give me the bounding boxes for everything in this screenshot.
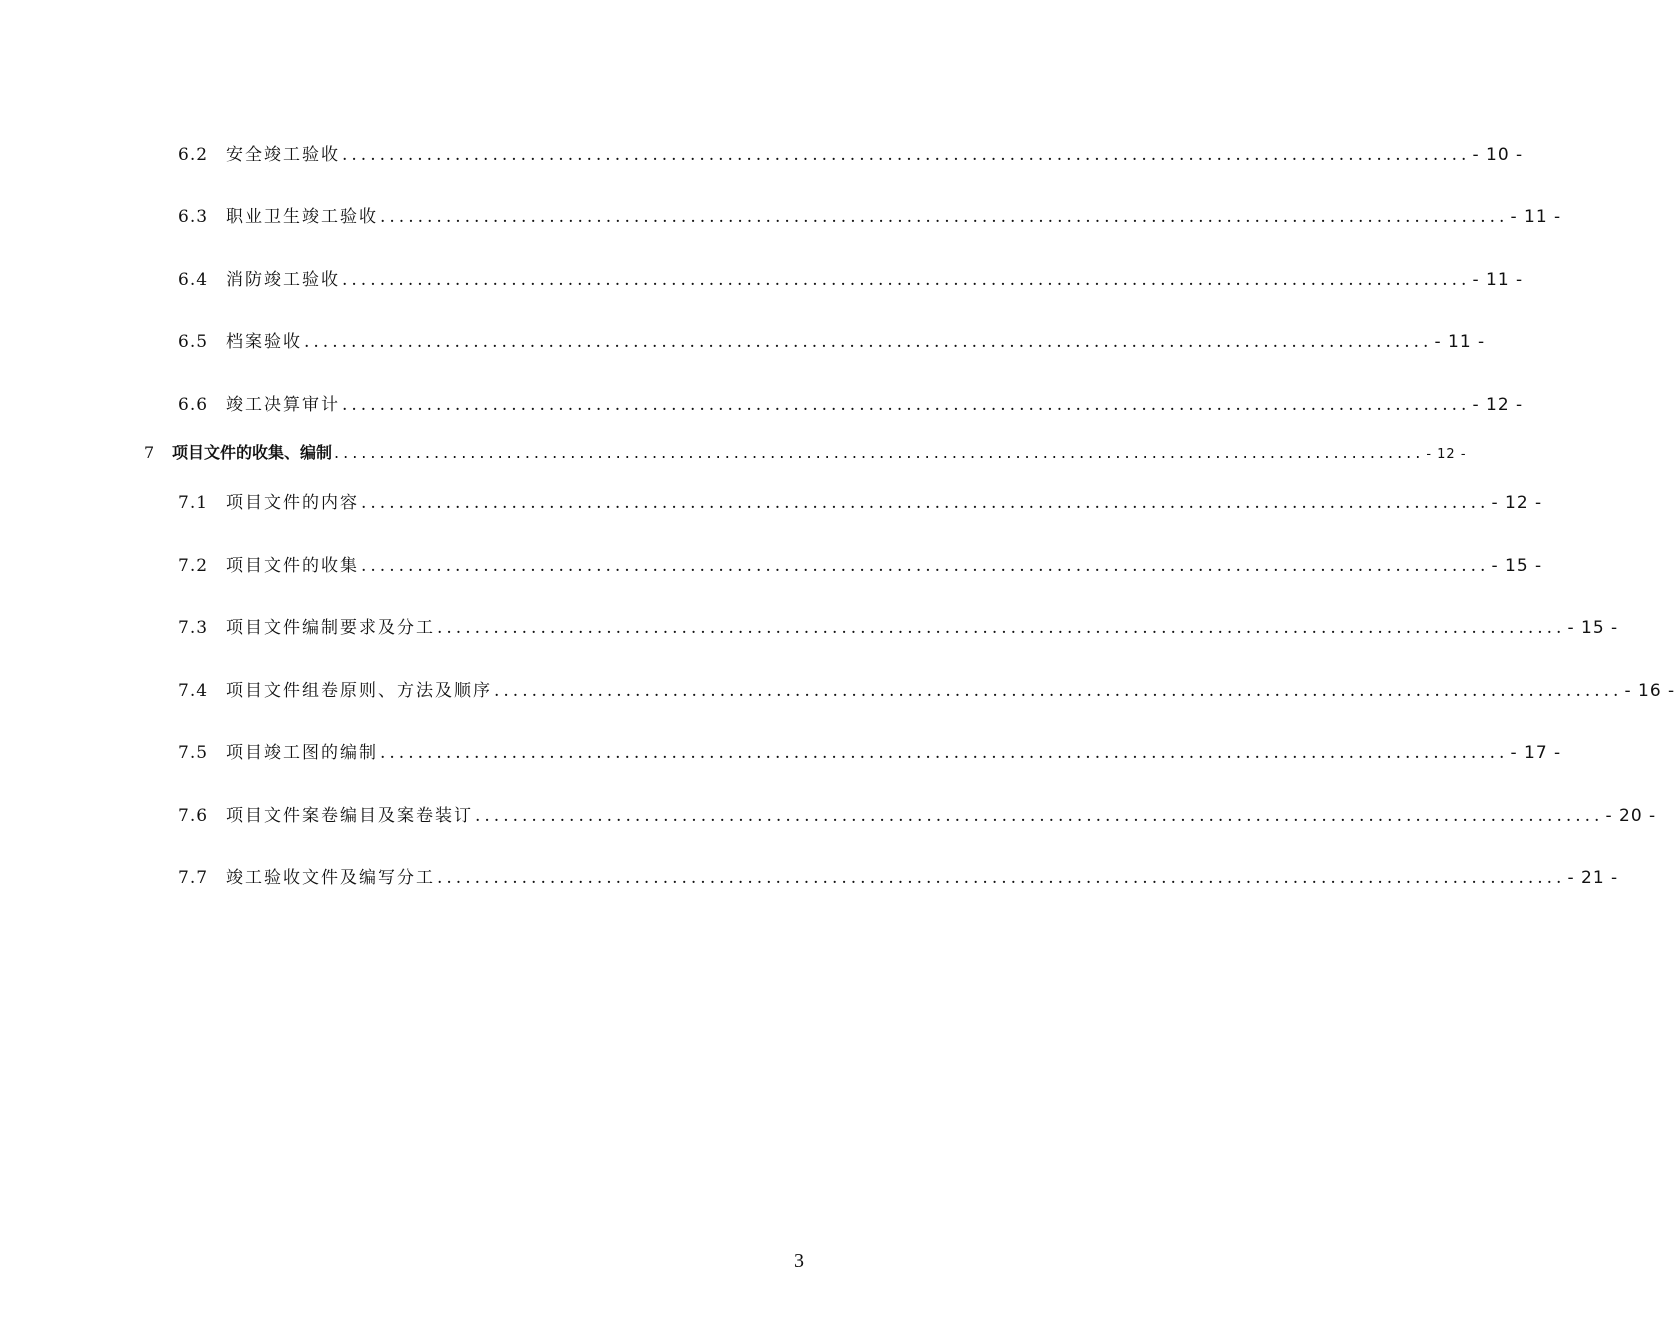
toc-entry-6-4[interactable] (178, 265, 1524, 290)
toc-entry-number: 6.6 (178, 395, 209, 415)
toc-entry-title: 项目竣工图的编制 (226, 743, 378, 763)
toc-entry-number: 7.1 (178, 493, 209, 513)
toc-entry-7[interactable] (144, 440, 1467, 463)
toc-entry-number: 6.2 (178, 145, 209, 165)
toc-entry-7-5[interactable] (178, 738, 1562, 763)
toc-entry-page: - 20 - (1605, 806, 1657, 826)
toc-entry-number: 6.3 (178, 207, 209, 227)
toc-leader-dots: ........................................................................................................................ (475, 806, 1604, 826)
toc-entry-page: - 15 - (1491, 556, 1543, 576)
toc-entry-number: 7.5 (178, 743, 209, 763)
toc-entry-7-7[interactable] (178, 863, 1619, 888)
toc-entry-7-6[interactable] (178, 801, 1657, 826)
toc-leader-dots: ........................................................................................................................ (334, 443, 1425, 462)
toc-entry-page: - 12 - (1491, 493, 1543, 513)
toc-entry-page: - 15 - (1567, 618, 1619, 638)
toc-leader-dots: ........................................................................................................................ (361, 556, 1490, 576)
toc-entry-title: 消防竣工验收 (226, 270, 340, 290)
toc-entry-7-4[interactable] (178, 676, 1675, 701)
toc-leader-dots: ........................................................................................................................ (494, 681, 1623, 701)
toc-entry-page: - 12 - (1426, 447, 1467, 462)
toc-entry-number: 7.6 (178, 806, 209, 826)
toc-entry-number: 7.2 (178, 556, 209, 576)
toc-entry-title: 项目文件的收集、编制 (172, 443, 333, 462)
toc-entry-7-3[interactable] (178, 613, 1619, 638)
toc-leader-dots: ........................................................................................................................ (304, 332, 1433, 352)
toc-entry-title: 项目文件编制要求及分工 (226, 618, 435, 638)
toc-entry-number: 6.4 (178, 270, 209, 290)
toc-entry-page: - 17 - (1510, 743, 1562, 763)
page-number: 3 (794, 1250, 804, 1272)
toc-entry-page: - 11 - (1434, 332, 1486, 352)
toc-entry-title: 项目文件的内容 (226, 493, 359, 513)
toc-entry-title: 档案验收 (226, 332, 302, 352)
toc-entry-6-5[interactable] (178, 327, 1486, 352)
toc-entry-page: - 11 - (1472, 270, 1524, 290)
toc-entry-page: - 11 - (1510, 207, 1562, 227)
toc-leader-dots: ........................................................................................................................ (342, 145, 1471, 165)
toc-entry-7-2[interactable] (178, 551, 1543, 576)
toc-leader-dots: ........................................................................................................................ (361, 493, 1490, 513)
toc-leader-dots: ........................................................................................................................ (380, 207, 1509, 227)
toc-entry-title: 项目文件组卷原则、方法及顺序 (226, 681, 492, 701)
toc-entry-6-3[interactable] (178, 202, 1562, 227)
toc-leader-dots: ........................................................................................................................ (437, 868, 1566, 888)
toc-entry-6-2[interactable] (178, 140, 1524, 165)
toc-leader-dots: ........................................................................................................................ (437, 618, 1566, 638)
toc-leader-dots: ........................................................................................................................ (342, 270, 1471, 290)
toc-entry-number: 7.4 (178, 681, 209, 701)
toc-entry-6-6[interactable] (178, 390, 1524, 415)
toc-entry-page: - 21 - (1567, 868, 1619, 888)
toc-leader-dots: ........................................................................................................................ (342, 395, 1471, 415)
toc-entry-title: 安全竣工验收 (226, 145, 340, 165)
toc-entry-title: 职业卫生竣工验收 (226, 207, 378, 227)
toc-entry-title: 项目文件案卷编目及案卷装订 (226, 806, 473, 826)
toc-entry-number: 7.7 (178, 868, 209, 888)
toc-entry-number: 7 (144, 443, 156, 462)
toc-leader-dots: ........................................................................................................................ (380, 743, 1509, 763)
toc-entry-title: 竣工验收文件及编写分工 (226, 868, 435, 888)
toc-entry-page: - 12 - (1472, 395, 1524, 415)
toc-entry-7-1[interactable] (178, 488, 1543, 513)
toc-entry-page: - 10 - (1472, 145, 1524, 165)
toc-entry-page: - 16 - (1624, 681, 1675, 701)
toc-entry-number: 7.3 (178, 618, 209, 638)
toc-entry-title: 项目文件的收集 (226, 556, 359, 576)
toc-entry-title: 竣工决算审计 (226, 395, 340, 415)
toc-entry-number: 6.5 (178, 332, 209, 352)
